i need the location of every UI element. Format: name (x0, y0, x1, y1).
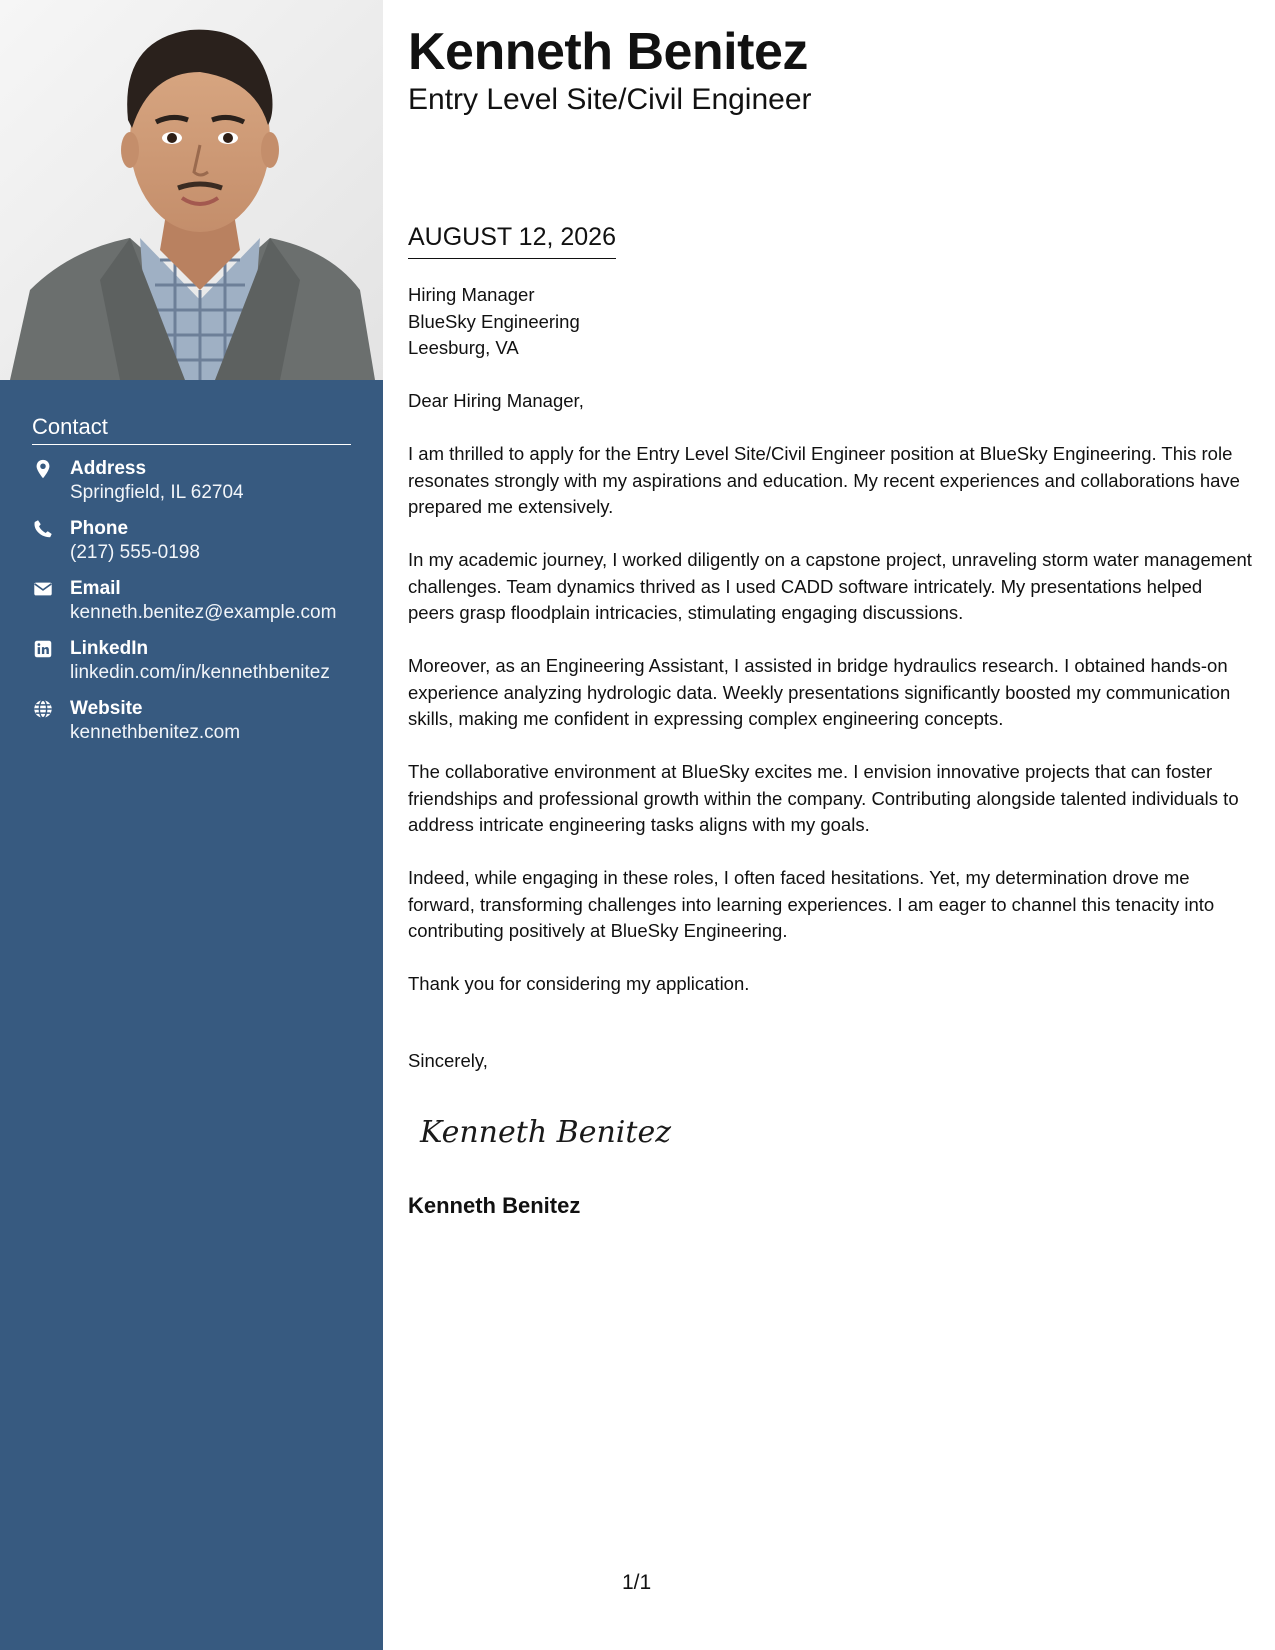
sidebar (0, 0, 383, 1650)
recipient-line: Hiring Manager (408, 284, 535, 305)
letter-body (408, 282, 1253, 1024)
website-value[interactable]: kennethbenitez.com (70, 722, 241, 743)
phone-icon (32, 518, 54, 540)
envelope-icon (32, 578, 54, 600)
recipient-line: BlueSky Engineering (408, 310, 580, 332)
address-label: Address (70, 458, 147, 479)
globe-icon (32, 698, 54, 720)
signer-name: Kenneth Benitez (408, 1193, 581, 1218)
contact-phone (32, 517, 351, 565)
paragraph: Moreover, as an Engineering Assistant, I assisted in bridge hydraulics research. I obtained hands-on experience analyzing hydrologic data. Weekly presentations significantly boosted my communication skills, making me confident in expressing complex engineering concepts. (408, 655, 1231, 729)
letter-date: AUGUST 12, 2026 (408, 222, 616, 259)
paragraph: The collaborative environment at BlueSky excites me. I envision innovative projects that can foster friendships and professional growth within the company. Contributing alongside talented individuals to address intricate engineering tasks aligns with my goals. (408, 761, 1239, 835)
contact-section (32, 414, 351, 757)
page-number: 1/1 (622, 1571, 652, 1594)
contact-address (32, 457, 351, 505)
email-value: kenneth.benitez@example.com (70, 602, 337, 623)
paragraph: I am thrilled to apply for the Entry Level Site/Civil Engineer position at BlueSky Engineering. This role resonates strongly with my aspirations and education. My recent experiences and collaborations have prepared me extensively. (408, 443, 1240, 517)
signature-image (416, 1102, 676, 1158)
contact-email (32, 577, 351, 625)
contact-linkedin (32, 637, 351, 685)
phone-value: (217) 555-0198 (70, 542, 200, 563)
recipient-line: Leesburg, VA (408, 337, 519, 358)
profile-photo (0, 0, 383, 380)
paragraph: Indeed, while engaging in these roles, I often faced hesitations. Yet, my determination drove me forward, transforming challenges into learning experiences. I am eager to channel this tenacity into contributing positively at BlueSky Engineering. (408, 867, 1215, 941)
job-title: Entry Level Site/Civil Engineer (408, 83, 812, 116)
recipient-block (408, 282, 1253, 362)
paragraph: Thank you for considering my application. (408, 973, 750, 994)
salutation: Dear Hiring Manager, (408, 390, 584, 411)
contact-heading: Contact (32, 414, 351, 445)
location-pin-icon (32, 458, 54, 480)
svg-text:Kenneth Benitez: Kenneth Benitez (420, 1115, 672, 1150)
email-label: Email (70, 578, 121, 599)
paragraph: In my academic journey, I worked diligently on a capstone project, unraveling storm water management challenges. Team dynamics thrived as I used CADD software intricately. My presentations helped peers grasp floodplain intricacies, stimulating engaging discussions. (408, 549, 1252, 623)
applicant-name: Kenneth Benitez (408, 23, 808, 81)
address-value: Springfield, IL 62704 (70, 482, 244, 503)
closing: Sincerely, (408, 1050, 488, 1071)
contact-website (32, 697, 351, 745)
linkedin-icon (32, 638, 54, 660)
linkedin-label: LinkedIn (70, 638, 149, 659)
linkedin-value[interactable]: linkedin.com/in/kennethbenitez (70, 662, 330, 683)
phone-label: Phone (70, 518, 129, 539)
website-label: Website (70, 698, 143, 719)
